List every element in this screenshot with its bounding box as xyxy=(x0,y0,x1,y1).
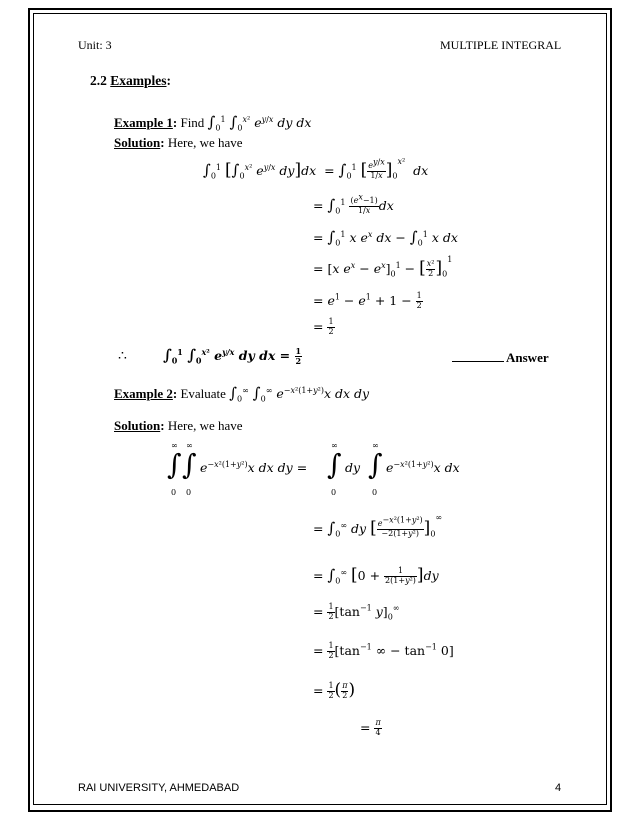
section-number: 2.2 xyxy=(90,73,107,88)
example2-statement: Example 2: Evaluate $\int_0^\infty$ $\int_0^\infty$ $e^{-x^2(1+y^2)}x$ dx dy xyxy=(114,384,370,404)
section-heading xyxy=(90,73,171,89)
example2-eq-line-3: = $\int_0^\infty$ [0 + $\frac{1}{\text{2(1+y²)}}$ ]dy xyxy=(313,565,439,586)
example2-solution: Solution: Here, we have xyxy=(114,418,243,433)
example1-integral: $\int_0^1$ $\int_0^{x^2}$ $e^{y/x}$ dy dx xyxy=(207,113,312,133)
example1-eq-line-2: = $\int_0^1$ $\frac{(e^x-1)}{1/x}$ dx xyxy=(313,192,394,216)
example2-eq-line-2: = $\int_0^\infty$ dy [ $\frac{e^{-x^2(1+y^2)}}{\text{−2(1+y²)}}$ ]$_0^\infty$ xyxy=(313,512,443,539)
example1-answer xyxy=(452,350,549,366)
example1-eq-line-3: = $\int_0^1$ x $e^x$ dx − $\int_0^1$ x dx xyxy=(313,228,458,248)
example2-label: Example 2 xyxy=(114,386,173,401)
example1-intro: Find xyxy=(180,115,205,130)
example2-eq-line-6: = $\frac{1}{2}$ ( $\frac{\pi}{2}$ ) xyxy=(313,680,356,700)
example2-solution-label: Solution xyxy=(114,418,161,433)
header-unit: Unit: 3 xyxy=(78,38,112,52)
section-colon: : xyxy=(166,73,172,88)
example1-label: Example 1 xyxy=(114,115,173,130)
example1-solution-text: Here, we have xyxy=(167,135,243,150)
answer-label: Answer xyxy=(506,350,549,365)
section-title: Examples xyxy=(110,73,167,88)
example1-solution: Solution: Here, we have xyxy=(114,135,243,150)
example1-eq-line-1: $\int_0^1$ [$\int_0^{x^2}$ $e^{y/x}$ $dy]dx = \int_0^1$ [ $\frac{e^{y/x}}{1/x}$ ]$_0^{x^2}$ dx xyxy=(203,156,429,181)
example2-intro: Evaluate xyxy=(180,386,226,401)
example2-eq-line-7: = $\frac{\pi}{4}$ xyxy=(360,718,381,737)
example2-eq-line-5: = $\frac{1}{2}$ [$\tan^{-1}$ ∞ − $\tan^{-1} 0$] xyxy=(313,641,454,660)
example1-solution-label: Solution xyxy=(114,135,161,150)
footer-university: RAI UNIVERSITY, AHMEDABAD xyxy=(78,782,240,794)
header-title: MULTIPLE INTEGRAL xyxy=(440,38,562,52)
example2-integral: $\int_0^\infty$ $\int_0^\infty$ $e^{-x^2(1+y^2)}x$ dx dy xyxy=(229,384,370,404)
therefore-symbol: ∴ xyxy=(118,348,127,364)
example2-solution-text: Here, we have xyxy=(167,418,243,433)
example1-eq-line-4: = [x $e^x - e^x]_0^1$ − [ $\frac{\text{x²}}{2}$ ]$_0^1$ xyxy=(313,254,453,279)
example2-eq-line-4: = $\frac{1}{2}$ [$\tan^{-1}$ $y]_0^\infty$ xyxy=(313,602,400,622)
example1-eq-line-5: = $e^1 - e^1 + 1$ − $\frac{1}{2}$ xyxy=(313,291,422,310)
example1-statement: Example 1: Find $\int_0^1$ $\int_0^{x^2}$ $e^{y/x}$ dy dx xyxy=(114,113,312,133)
example1-result: $\int_0^1$ $\int_0^{x^2}$ $e^{y/x}$ dy dx = $\frac{1}{2}$ xyxy=(163,346,302,366)
example1-eq-line-6: = $\frac{1}{2}$ xyxy=(313,317,334,336)
page-number: 4 xyxy=(555,782,562,794)
